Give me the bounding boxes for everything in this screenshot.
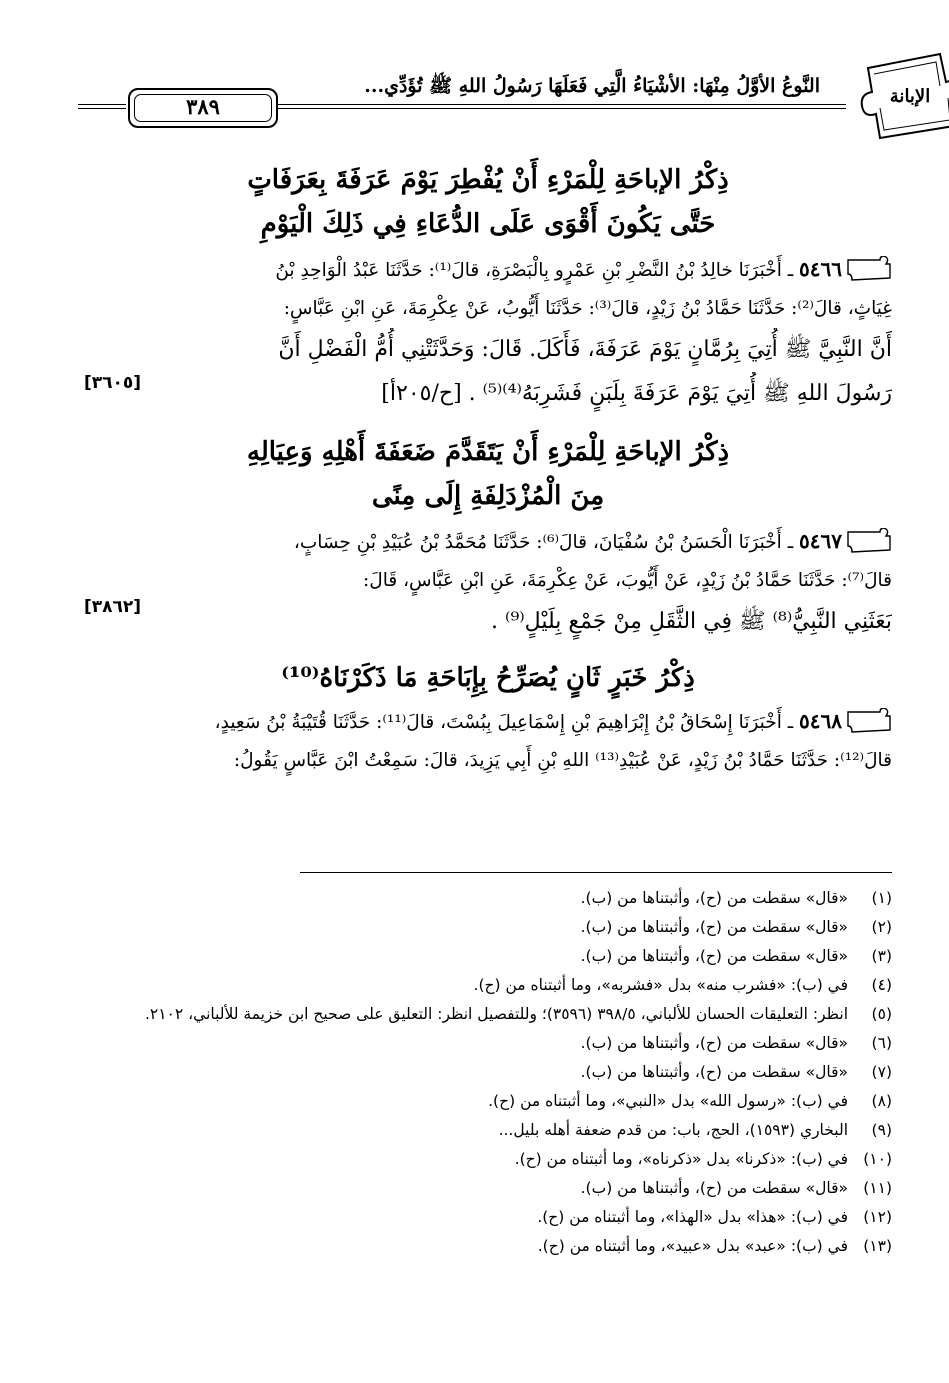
isnad-text: ـ أَخْبَرَنَا إِسْحَاقُ بْنُ إِبْرَاهِيمَ بْنِ إِسْمَاعِيلَ بِبُسْتَ، قالَ⁽¹¹⁾: حَدَّثَنَا قُتَيْبَةُ بْنُ سَعِيدٍ، xyxy=(214,712,794,733)
footnote-text: «قال» سقطت من (ح)، وأثبتناها من (ب). xyxy=(580,918,848,936)
chapter-title xyxy=(84,656,892,700)
isnad-line xyxy=(84,522,892,562)
chapter-title-line: ذِكْرُ خَبَرٍ ثَانٍ يُصَرِّحُ بِإِبَاحَةِ مَا ذَكَرْنَاهُ⁽¹⁰⁾ xyxy=(281,663,695,693)
footnote xyxy=(84,1203,892,1232)
hadith-text xyxy=(84,522,892,644)
footnote xyxy=(84,1174,892,1203)
running-header xyxy=(78,46,931,138)
footnote-text: في (ب): «ذكرنا» بدل «ذكرناه»، وما أثبتناه من (ح). xyxy=(514,1150,848,1168)
chapter-title-line: ذِكْرُ الإباحَةِ لِلْمَرْءِ أَنْ يُفْطِرَ يَوْمَ عَرَفَةَ بِعَرَفَاتٍ xyxy=(247,165,729,195)
hadith-number: ٥٤٦٦ xyxy=(799,257,842,281)
footnote xyxy=(84,1029,892,1058)
page-number: ٣٨٩ xyxy=(186,94,220,119)
hadith-number: ٥٤٦٨ xyxy=(799,709,842,733)
footnote xyxy=(84,884,892,913)
section-5467 xyxy=(84,430,892,644)
chapter-title xyxy=(84,430,892,518)
chapter-title-line: ذِكْرُ الإباحَةِ لِلْمَرْءِ أَنْ يَتَقَدَّمَ ضَعَفَةَ أَهْلِهِ وَعِيَالِهِ xyxy=(246,437,730,467)
section-5466 xyxy=(84,158,892,416)
footnote-number: (٥) xyxy=(871,1005,892,1023)
footnote-number: (١٣) xyxy=(863,1237,892,1255)
footnote-number: (١٢) xyxy=(863,1208,892,1226)
footnote xyxy=(84,1145,892,1174)
matn-line: رَسُولَ اللهِ ﷺ أُتِيَ يَوْمَ عَرَفَةَ بِلَبَنٍ فَشَرِبَهُ⁽⁴⁾⁽⁵⁾ . [ح/٢٠٥أ] xyxy=(381,381,892,406)
hadith-reference: [٣٦٠٥] xyxy=(84,373,142,393)
matn-line: بَعَثَنِي النَّبِيُّ⁽⁸⁾ ﷺ فِي الثَّقَلِ مِنْ جَمْعٍ بِلَيْلٍ⁽⁹⁾ . xyxy=(491,609,892,634)
footnote-text: في (ب): «هذا» بدل «الهذا»، وما أثبتناه من (ح). xyxy=(537,1208,848,1226)
footnote-text: في (ب): «فشرب منه» بدل «فشربه»، وما أثبتناه من (ح). xyxy=(473,976,848,994)
puzzle-icon xyxy=(846,708,892,734)
footnote-text: في (ب): «عبد» بدل «عبيد»، وما أثبتناه من (ح). xyxy=(537,1237,848,1255)
footnote-text: انظر: التعليقات الحسان للألباني، ٣٩٨/٥ (٣٥٩٦)؛ وللتفصيل انظر: التعليق على صحيح ابن خزيمة للألباني، ٢١٠٢. xyxy=(144,1005,848,1023)
footnote-number: (٨) xyxy=(871,1092,892,1110)
footnote-number: (١٠) xyxy=(863,1150,892,1168)
hadith-reference: [٣٨٦٢] xyxy=(84,597,142,617)
footnote-text: «قال» سقطت من (ح)، وأثبتناها من (ب). xyxy=(580,1063,848,1081)
footnote-text: «قال» سقطت من (ح)، وأثبتناها من (ب). xyxy=(580,1034,848,1052)
footnotes xyxy=(84,884,892,1261)
puzzle-icon xyxy=(846,256,892,282)
isnad-line xyxy=(84,702,892,742)
footnote-text: «قال» سقطت من (ح)، وأثبتناها من (ب). xyxy=(580,947,848,965)
footnote xyxy=(84,971,892,1000)
hadith-text xyxy=(84,702,892,780)
footnote-number: (١١) xyxy=(863,1179,892,1197)
footnote-number: (٩) xyxy=(871,1121,892,1139)
header-title: النَّوعُ الأوَّلُ مِنْهَا: الأشْيَاءُ الَّتِي فَعَلَهَا رَسُولُ اللهِ ﷺ تُؤَدِّي... xyxy=(364,75,820,97)
footnote-text: «قال» سقطت من (ح)، وأثبتناها من (ب). xyxy=(580,1179,848,1197)
section-5468 xyxy=(84,656,892,780)
hadith-text xyxy=(84,250,892,416)
header-rule xyxy=(78,104,126,105)
footnote-text: «قال» سقطت من (ح)، وأثبتناها من (ب). xyxy=(580,889,848,907)
footnote xyxy=(84,1087,892,1116)
isnad-line: غِيَاثٍ، قالَ⁽²⁾: حَدَّثَنَا حَمَّادُ بْنُ زَيْدٍ، قالَ⁽³⁾: حَدَّثَنَا أَيُّوبُ، عَنْ عِكْرِمَةَ، عَنِ ابْنِ عَبَّاسٍ: xyxy=(283,298,892,319)
footnote xyxy=(84,913,892,942)
hadith-number: ٥٤٦٧ xyxy=(799,529,842,553)
puzzle-piece-logo xyxy=(854,46,949,140)
header-rule xyxy=(278,104,846,105)
footnote-number: (١) xyxy=(871,889,892,907)
chapter-title-line: حَتَّى يَكُونَ أَقْوَى عَلَى الدُّعَاءِ فِي ذَلِكَ الْيَوْمِ xyxy=(260,209,716,239)
header-rule xyxy=(78,108,126,109)
footnote xyxy=(84,1058,892,1087)
logo-badge-text: الإبانة xyxy=(889,86,931,107)
footnote-number: (٢) xyxy=(871,918,892,936)
isnad-line xyxy=(84,250,892,290)
footnote-number: (٤) xyxy=(871,976,892,994)
isnad-text: ـ أَخْبَرَنَا خالِدُ بْنُ النَّضْرِ بْنِ عَمْرٍو بِالْبَصْرَةِ، قالَ⁽¹⁾: حَدَّثَنَا عَبْدُ الْوَاحِدِ بْنُ xyxy=(275,260,794,281)
footnote-text: في (ب): «رسول الله» بدل «النبي»، وما أثبتناه من (ح). xyxy=(488,1092,848,1110)
footnote-separator xyxy=(300,872,892,873)
footnote-number: (٦) xyxy=(871,1034,892,1052)
puzzle-icon xyxy=(846,528,892,554)
footnote xyxy=(84,942,892,971)
footnote xyxy=(84,1232,892,1261)
header-rule xyxy=(278,108,846,109)
matn-line: أَنَّ النَّبِيَّ ﷺ أُتِيَ بِرُمَّانٍ يَوْمَ عَرَفَةَ، فَأَكَلَ. قَالَ: وَحَدَّثَتْنِي أُمُّ الْفَضْلِ أَنَّ xyxy=(278,337,892,362)
chapter-title xyxy=(84,158,892,246)
footnote-number: (٧) xyxy=(871,1063,892,1081)
chapter-title-line: مِنَ الْمُزْدَلِفَةِ إِلَى مِنًى xyxy=(371,481,605,511)
footnote xyxy=(84,1116,892,1145)
page-number-frame xyxy=(128,88,278,128)
isnad-line: قالَ⁽¹²⁾: حَدَّثَنَا حَمَّادُ بْنُ زَيْدٍ، عَنْ عُبَيْدِ⁽¹³⁾ اللهِ بْنِ أَبِي يَزِيدَ، قالَ: سَمِعْتُ ابْنَ عَبَّاسٍ يَقُولُ: xyxy=(233,750,892,771)
main-text xyxy=(84,150,892,780)
isnad-line: قالَ⁽⁷⁾: حَدَّثَنَا حَمَّادُ بْنُ زَيْدٍ، عَنْ أَيُّوبَ، عَنْ عِكْرِمَةَ، عَنِ ابْنِ عَبَّاسٍ، قَالَ: xyxy=(363,570,892,591)
footnote-number: (٣) xyxy=(871,947,892,965)
footnote xyxy=(84,1000,892,1029)
isnad-text: ـ أَخْبَرَنَا الْحَسَنُ بْنُ سُفْيَانَ، قالَ⁽⁶⁾: حَدَّثَنَا مُحَمَّدُ بْنُ عُبَيْدِ بْنِ حِسَابٍ، xyxy=(293,532,794,553)
footnote-text: البخاري (١٥٩٣)، الحج، باب: من قدم ضعفة أهله بليل... xyxy=(498,1121,848,1139)
